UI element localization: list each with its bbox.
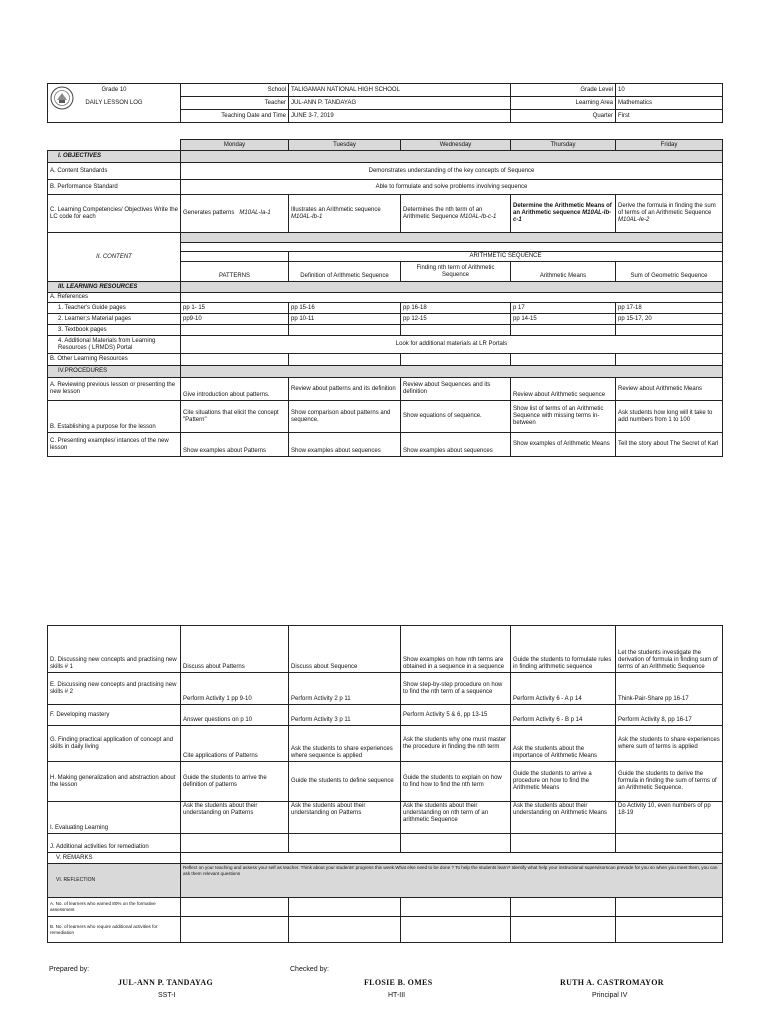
proc-c-label: C. Presenting examples/ intances of the new lesson — [48, 433, 181, 457]
date-label: Teaching Date and Time — [181, 110, 289, 123]
proc-h-tuesday: Guide the students to define sequence — [289, 762, 401, 802]
topic-tuesday: Definition of Arithmetic Sequence — [289, 262, 401, 282]
proc-d-label: D. Discussing new concepts and practising new skills # 1 — [48, 626, 181, 673]
tg-thursday: p 17 — [511, 303, 616, 314]
textbook-thursday — [511, 325, 616, 336]
proc-d-friday: Let the students investigate the derivation of formula in finding sum of terms of an Arithmetic Sequence — [616, 626, 723, 673]
other-tuesday — [289, 354, 401, 366]
proc-a-tuesday: Review about patterns and its definition — [289, 378, 401, 401]
lm-label: 2. Learner;s Material pages — [48, 314, 181, 325]
header-table — [47, 83, 723, 123]
proc-i-monday: Ask the students about their understanding on Patterns — [181, 802, 289, 834]
proc-e-monday: Perform Activity 1 pp 9-10 — [181, 673, 289, 705]
proc-f-label: F. Developing mastery — [48, 705, 181, 726]
proc-h-friday: Guide the students to derive the formula in finding the sum of terms of an Arithmetic Sequence. — [616, 762, 723, 802]
proc-i-tuesday: Ask the students about their understanding on Patterns — [289, 802, 401, 834]
principal-title: Principal IV — [592, 992, 628, 999]
proc-c-monday: Show examples about Patterns — [181, 433, 289, 457]
tg-monday: pp 1- 15 — [181, 303, 289, 314]
remarks-a-monday — [181, 898, 289, 917]
proc-e-wednesday: Show step-by-step procedure on how to find the nth term of a sequence — [401, 673, 511, 705]
remarks-b-wednesday — [401, 917, 511, 943]
proc-e-friday: Think-Pair-Share pp 16-17 — [616, 673, 723, 705]
topic-thursday: Arithmetic Means — [511, 262, 616, 282]
prepared-label: Prepared by: — [49, 966, 90, 973]
lesson-table-page1 — [47, 139, 723, 457]
reflection-text: Reflect on your teaching and assess your self as teacher. Think about your students' progress this week.What else need to be done ? To help the students learn? Identify what help your instructional supervisorscan prevode for you so when you meet them, you can ask them relevant questions — [181, 864, 723, 898]
procedures-heading: IV.PROCEDURES — [48, 366, 181, 378]
competency-code: M10AL-Ib-c-1 — [513, 210, 612, 223]
proc-h-wednesday: Guide the students to explain on how to find how to find the nth term — [401, 762, 511, 802]
textbook-label: 3. Textbook pages — [48, 325, 181, 336]
day-thursday: Thursday — [511, 140, 616, 151]
proc-h-label: H. Making generalization and abstraction about the lesson — [48, 762, 181, 802]
remarks-b-thursday — [511, 917, 616, 943]
proc-j-label: J. Additional activities for remediation — [48, 834, 181, 853]
proc-e-tuesday: Perform Activity 2 p 11 — [289, 673, 401, 705]
proc-b-tuesday: Show comparison about patterns and sequence. — [289, 401, 401, 433]
remarks-fill — [181, 853, 723, 864]
day-tuesday: Tuesday — [289, 140, 401, 151]
lesson-table-page2 — [47, 625, 723, 943]
content-standards-value: Demonstrates understanding of the key concepts of Sequence — [181, 163, 723, 180]
resources-heading-fill — [181, 282, 723, 293]
quarter-label: Quarter — [511, 110, 616, 123]
proc-b-monday: Cite situations that elicit the concept "Pattern" — [181, 401, 289, 433]
proc-g-label: G. Finding practical application of concept and skills in daily living — [48, 726, 181, 762]
prepared-title: SST-I — [158, 992, 176, 999]
other-monday — [181, 354, 289, 366]
competency-friday — [616, 195, 723, 233]
grade-level-value: 10 — [616, 84, 723, 97]
date-value: JUNE 3-7, 2019 — [289, 110, 511, 123]
remarks-a-friday — [616, 898, 723, 917]
prepared-name: JUL-ANN P. TANDAYAG — [118, 978, 213, 987]
proc-g-friday: Ask the students to share experiences where sum of terms is applied — [616, 726, 723, 762]
competency-tuesday — [289, 195, 401, 233]
proc-i-label: I. Evaluating Learning — [48, 802, 181, 834]
content-group-title: ARITHMETIC SEQUENCE — [289, 252, 723, 262]
remarks-b-label: B. No. of learners who require additional activities for remediation — [48, 917, 181, 943]
competency-text: Determine the Arithmetic Means of an Arithmetic sequence — [513, 203, 612, 216]
content-shade-row — [181, 233, 723, 243]
remarks-b-friday — [616, 917, 723, 943]
proc-f-friday: Perform Activity 8, pp 16-17 — [616, 705, 723, 726]
proc-f-monday: Answer questions on p 10 — [181, 705, 289, 726]
lm-monday: pp9-10 — [181, 314, 289, 325]
tg-tuesday: pp 15-16 — [289, 303, 401, 314]
learning-area-value: Mathematics — [616, 97, 723, 110]
textbook-monday — [181, 325, 289, 336]
proc-b-wednesday: Show equations of sequence. — [401, 401, 511, 433]
proc-b-friday: Ask students how long will it take to add numbers from 1 to 100 — [616, 401, 723, 433]
remarks-a-wednesday — [401, 898, 511, 917]
proc-d-monday: Discuss about Patterns — [181, 626, 289, 673]
textbook-friday — [616, 325, 723, 336]
competency-code: M10AL-Ib-c-1 — [460, 213, 497, 220]
proc-c-thursday: Show examples of Arithmetic Means — [511, 433, 616, 457]
tg-friday: pp 17-18 — [616, 303, 723, 314]
lm-wednesday: pp 12-15 — [401, 314, 511, 325]
proc-j-wednesday — [401, 834, 511, 853]
procedures-heading-fill — [181, 366, 723, 378]
competencies-label: C. Learning Competencies/ Objectives Write the LC code for each — [48, 195, 181, 233]
tg-label: 1. Teacher's Guide pages — [48, 303, 181, 314]
proc-j-monday — [181, 834, 289, 853]
topic-wednesday: Finding nth term of Arithmetic Sequence — [401, 262, 511, 282]
lm-friday: pp 15-17, 20 — [616, 314, 723, 325]
performance-value: Able to formulate and solve problems involving sequence — [181, 180, 723, 195]
competency-wednesday — [401, 195, 511, 233]
remarks-heading: V. REMARKS — [48, 853, 181, 864]
competency-text: Generates patterns — [183, 210, 235, 216]
grade-label: Grade 10 — [48, 84, 181, 97]
competency-text: Illustrates an Arithmetic sequence — [291, 206, 381, 213]
references-label: A. References — [48, 293, 181, 303]
proc-c-wednesday: Show examples about sequences — [401, 433, 511, 457]
proc-c-friday: Tell the story about The Secret of Karl — [616, 433, 723, 457]
checked-label: Checked by: — [290, 966, 329, 973]
logo-cell — [48, 110, 181, 123]
proc-j-tuesday — [289, 834, 401, 853]
competency-text: Derive the formula in finding the sum of terms of an Arithmetic Sequence — [618, 203, 716, 216]
proc-a-label: A. Reviewing previous lesson or presenting the new lesson — [48, 378, 181, 401]
reflection-label: VI. REFLECTION — [48, 864, 181, 898]
proc-b-label: B. Establishing a purpose for the lesson — [48, 401, 181, 433]
additional-value: Look for additional materials at LR Portals — [181, 336, 723, 354]
topic-monday: PATTERNS — [181, 262, 289, 282]
proc-g-wednesday: Ask the students why one must master the procedure in finding the nth term — [401, 726, 511, 762]
remarks-a-tuesday — [289, 898, 401, 917]
checked-name: FLOSIE B. OMES — [364, 978, 433, 987]
teacher-value: JUL-ANN P. TANDAYAG — [289, 97, 511, 110]
topic-friday: Sum of Geometric Sequence — [616, 262, 723, 282]
proc-i-thursday: Ask the students about their understanding on Arithmetic Means — [511, 802, 616, 834]
day-friday: Friday — [616, 140, 723, 151]
other-friday — [616, 354, 723, 366]
school-label: School — [181, 84, 289, 97]
performance-label: B. Performance Standard — [48, 180, 181, 195]
textbook-tuesday — [289, 325, 401, 336]
proc-d-tuesday: Discuss about Sequence — [289, 626, 401, 673]
proc-d-thursday: Guide the students to formulate rules in finding arithmetic sequence — [511, 626, 616, 673]
other-thursday — [511, 354, 616, 366]
proc-j-thursday — [511, 834, 616, 853]
objectives-heading: I. OBJECTIVES — [48, 151, 181, 163]
proc-d-wednesday: Show examples on how nth terms are obtained in a sequence in a sequence — [401, 626, 511, 673]
teacher-label: Teacher — [181, 97, 289, 110]
day-wednesday: Wednesday — [401, 140, 511, 151]
proc-h-thursday: Guide the students to arrive a procedure on how to find the Arithmetic Means — [511, 762, 616, 802]
competency-thursday — [511, 195, 616, 233]
content-blank-row — [181, 243, 723, 252]
references-fill — [181, 293, 723, 303]
proc-f-tuesday: Perform Activity 3 p 11 — [289, 705, 401, 726]
content-heading: II. CONTENT — [48, 233, 181, 282]
other-resources-label: B. Other Learning Resources — [48, 354, 181, 366]
lm-thursday: pp 14-15 — [511, 314, 616, 325]
content-blank-monday — [181, 252, 289, 262]
proc-f-thursday: Perform Activity 6 - B p 14 — [511, 705, 616, 726]
resources-heading: III. LEARNING RESOURCES — [48, 282, 181, 293]
proc-a-thursday: Review about Arithmetic sequence — [511, 378, 616, 401]
proc-g-monday: Cite applications of Patterns — [181, 726, 289, 762]
proc-g-tuesday: Ask the students to share experiences where sequence is applied — [289, 726, 401, 762]
proc-a-friday: Review about Arithmetic Means — [616, 378, 723, 401]
other-wednesday — [401, 354, 511, 366]
quarter-value: First — [616, 110, 723, 123]
competency-monday — [181, 195, 289, 233]
proc-h-monday: Guide the students to arrive the definition of patterns — [181, 762, 289, 802]
textbook-wednesday — [401, 325, 511, 336]
tg-wednesday: pp 16-18 — [401, 303, 511, 314]
proc-i-wednesday: Ask the students about their understanding on nth term of an arithmetic Sequence — [401, 802, 511, 834]
competency-text: Determines the nth term of an Arithmetic Sequence — [403, 206, 483, 220]
proc-g-thursday: Ask the students about the importance of Arithmetic Means — [511, 726, 616, 762]
learning-area-label: Learning Area — [511, 97, 616, 110]
additional-label: 4. Additional Materials from Learning Resources ( LRMDS) Portal — [48, 336, 181, 354]
proc-j-friday — [616, 834, 723, 853]
competency-code: M10AL-Ie-2 — [618, 217, 650, 223]
corner-cell — [48, 140, 181, 151]
remarks-b-tuesday — [289, 917, 401, 943]
checked-title: HT-III — [388, 992, 406, 999]
proc-a-monday: Give introduction about patterns. — [181, 378, 289, 401]
proc-e-thursday: Perform Activity 6 - A p 14 — [511, 673, 616, 705]
objectives-heading-fill — [181, 151, 723, 163]
competency-code: M10AL-Ia-1 — [239, 210, 271, 216]
proc-f-wednesday: Perform Activity 5 & 6, pp 13-15 — [401, 705, 511, 726]
school-value: TALIGAMAN NATIONAL HIGH SCHOOL — [289, 84, 511, 97]
competency-code: M10AL-Ib-1 — [291, 213, 323, 220]
proc-a-wednesday: Review about Sequences and its definition — [401, 378, 511, 401]
proc-e-label: E. Discussing new concepts and practising new skills # 2 — [48, 673, 181, 705]
proc-b-thursday: Show list of terms of an Arithmetic Sequence with missing terms in-between — [511, 401, 616, 433]
proc-i-friday: Do Activity 10, even numbers of pp 18-19 — [616, 802, 723, 834]
remarks-a-thursday — [511, 898, 616, 917]
day-monday: Monday — [181, 140, 289, 151]
proc-c-tuesday: Show examples about sequences — [289, 433, 401, 457]
principal-name: RUTH A. CASTROMAYOR — [560, 978, 664, 987]
content-standards-label: A. Content Standards — [48, 163, 181, 180]
remarks-a-label: A. No. of learners who earned 80% on the formative assessment — [48, 898, 181, 917]
remarks-b-monday — [181, 917, 289, 943]
log-title: DAILY LESSON LOG — [48, 97, 181, 110]
grade-level-label: Grade Level — [511, 84, 616, 97]
lm-tuesday: pp 10-11 — [289, 314, 401, 325]
